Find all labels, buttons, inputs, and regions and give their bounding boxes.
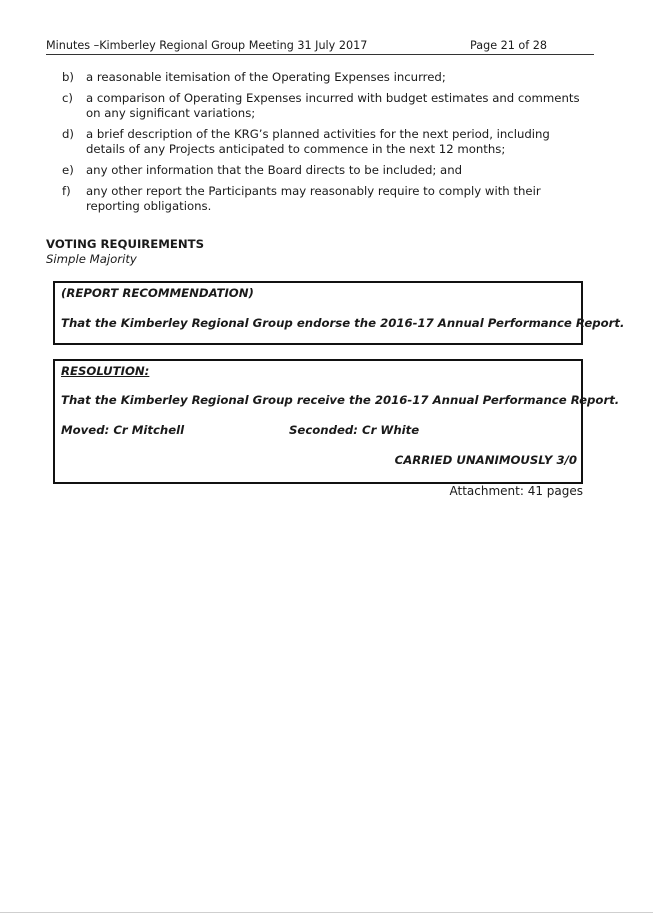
list-marker: b) — [62, 70, 74, 84]
list-item — [62, 127, 592, 157]
recommendation-text: That the Kimberley Regional Group endorse the 2016-17 Annual Performance Report. — [61, 316, 625, 330]
voting-requirements-heading: VOTING REQUIREMENTS — [46, 237, 205, 251]
list-marker: e) — [62, 163, 74, 177]
reporting-list — [62, 70, 592, 220]
list-item-text: a brief description of the KRG’s planned activities for the next period, including details of any Projects anticipated to commence in the next 12 months; — [86, 127, 550, 156]
list-item-text: a comparison of Operating Expenses incurred with budget estimates and comments on any significant variations; — [86, 91, 580, 120]
seconded-by: Seconded: Cr White — [289, 423, 420, 437]
document-title: Minutes –Kimberley Regional Group Meeting 31 July 2017 — [46, 39, 368, 52]
voting-requirements-value: Simple Majority — [46, 252, 137, 266]
list-item — [62, 163, 592, 178]
list-item-text: a reasonable itemisation of the Operating Expenses incurred; — [86, 70, 446, 84]
page-number: Page 21 of 28 — [470, 39, 548, 52]
list-marker: d) — [62, 127, 74, 141]
resolution-text: That the Kimberley Regional Group receive the 2016-17 Annual Performance Report. — [61, 393, 620, 407]
footer-divider — [0, 912, 653, 913]
moved-by: Moved: Cr Mitchell — [61, 423, 185, 437]
list-item-text: any other information that the Board directs to be included; and — [86, 163, 463, 177]
list-marker: c) — [62, 91, 73, 105]
resolution-result: CARRIED UNANIMOUSLY 3/0 — [394, 453, 577, 467]
list-item — [62, 70, 592, 85]
page-header — [46, 38, 594, 55]
resolution-heading: RESOLUTION: — [61, 364, 150, 378]
attachment-note: Attachment: 41 pages — [449, 484, 583, 498]
recommendation-box — [53, 281, 625, 345]
recommendation-heading: (REPORT RECOMMENDATION) — [61, 286, 254, 300]
list-item — [62, 184, 592, 214]
resolution-box — [53, 359, 620, 484]
list-item — [62, 91, 592, 121]
list-item-text: any other report the Participants may reasonably require to comply with their reporting obligations. — [86, 184, 541, 213]
list-marker: f) — [62, 184, 71, 198]
